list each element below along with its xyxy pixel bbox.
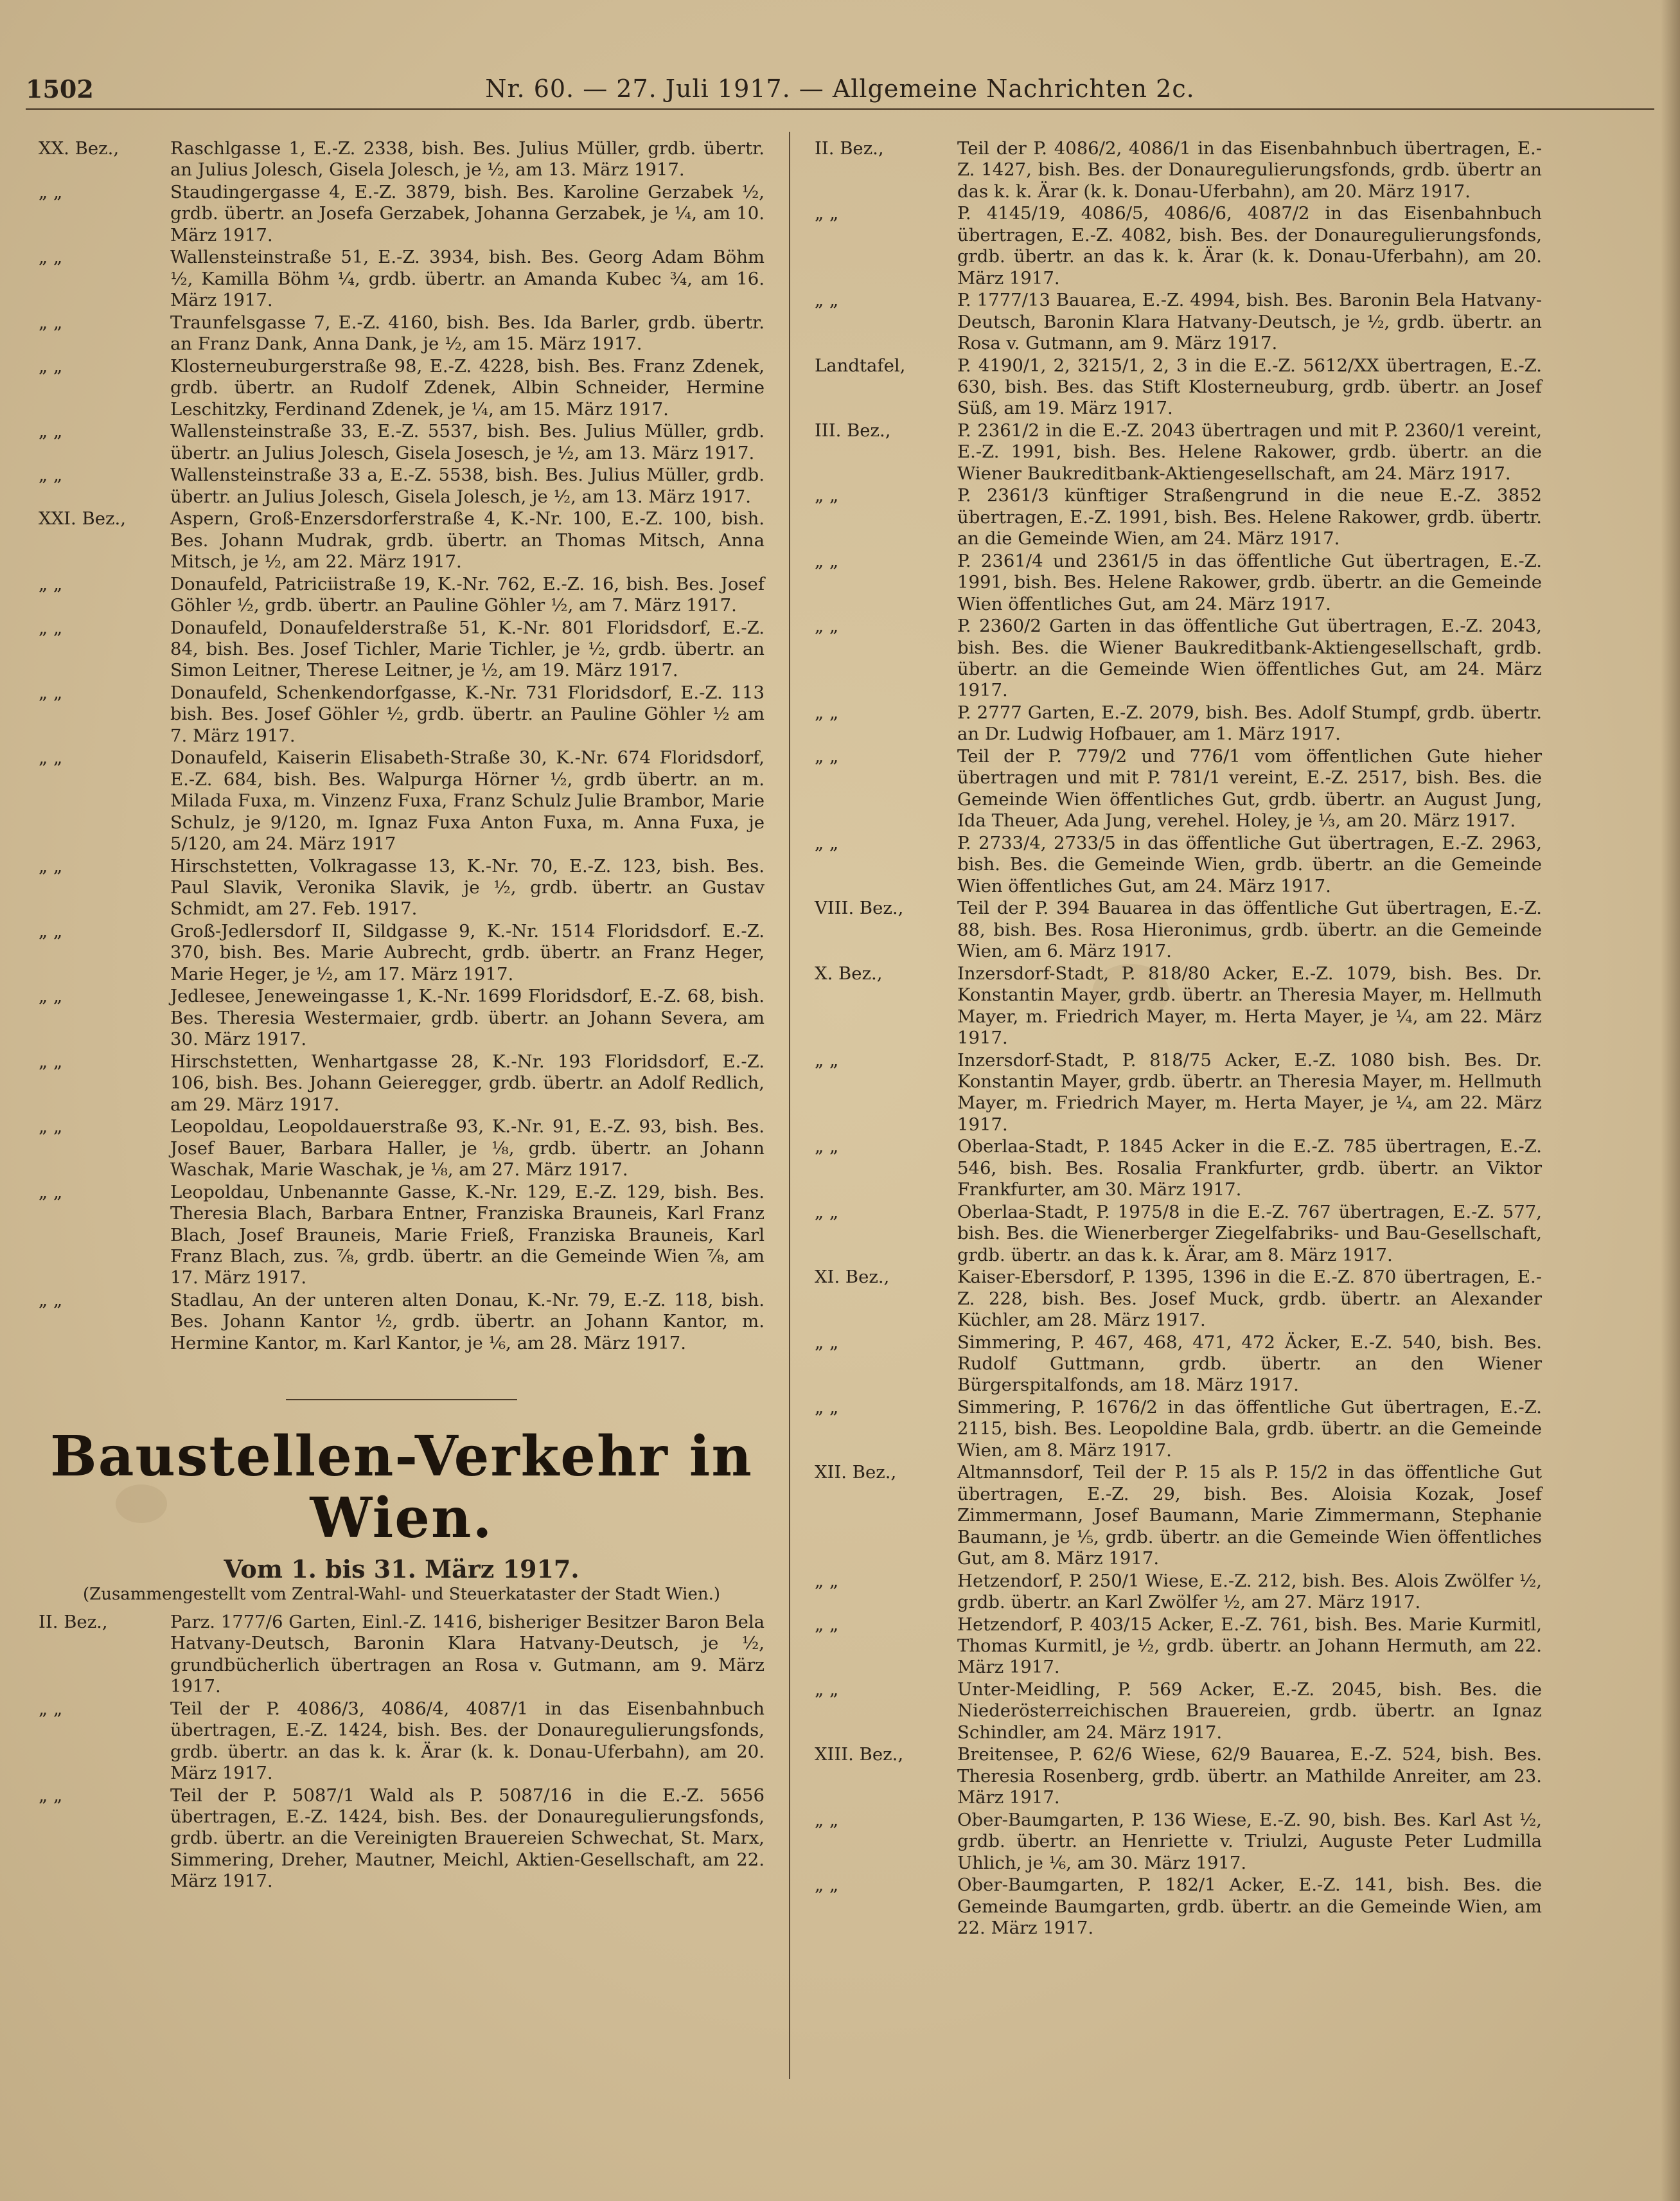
left-entry-list: [39, 138, 765, 1354]
register-entry: [39, 921, 765, 985]
district-label: „ „: [39, 1698, 63, 1719]
register-entry: [815, 1744, 1542, 1808]
district-label: „ „: [815, 550, 839, 571]
register-entry: [815, 746, 1542, 832]
register-entry: [815, 1614, 1542, 1679]
district-label: „ „: [815, 832, 839, 853]
entry-text: Hetzendorf, P. 403/15 Acker, E.-Z. 761, bish. Bes. Marie Kurmitl, Thomas Kurmitl, je ½, grdb. übertr. an Johann Hermuth, am 22. März 1917.: [957, 1614, 1542, 1678]
register-entry: [39, 1785, 765, 1893]
district-label: „ „: [39, 617, 63, 638]
register-entry: [39, 138, 765, 181]
register-entry: [39, 465, 765, 508]
district-label: VIII. Bez.,: [815, 898, 904, 919]
entry-text: P. 2777 Garten, E.-Z. 2079, bish. Bes. Adolf Stumpf, grdb. übertr. an Dr. Ludwig Hofbauer, am 1. März 1917.: [957, 702, 1542, 745]
district-label: „ „: [815, 1679, 839, 1700]
district-label: XI. Bez.,: [815, 1267, 890, 1288]
register-entry: [39, 312, 765, 355]
district-label: Landtafel,: [815, 355, 906, 376]
entry-text: Simmering, P. 467, 468, 471, 472 Äcker, E.-Z. 540, bish. Bes. Rudolf Guttmann, grdb. übertr. an den Wiener Bürgerspitalfonds, am 18. März 1917.: [957, 1332, 1542, 1396]
register-entry: [39, 1051, 765, 1116]
entry-text: Leopoldau, Unbenannte Gasse, K.-Nr. 129, E.-Z. 129, bish. Bes. Theresia Blach, Barbara Entner, Franziska Brauneis, Karl Franz Blach, Josef Brauneis, Marie Frieß, Franziska Brauneis, Karl Franz Blach, zus. ⅞, grdb. übertr. an die Gemeinde Wien ⅞, am 17. März 1917.: [170, 1181, 765, 1288]
entry-text: Donaufeld, Donaufelderstraße 51, K.-Nr. 801 Floridsdorf, E.-Z. 84, bish. Bes. Josef Tichler, Marie Tichler, je ½, grdb. übertr. an Simon Leitner, Therese Leitner, je ½, am 19. März 1917.: [170, 617, 765, 681]
entry-text: P. 2361/2 in die E.-Z. 2043 übertragen und mit P. 2360/1 vereint, E.-Z. 1991, bish. Bes. Helene Rakower, grdb. übertr. an die Wiener Baukreditbank-Aktiengesellschaft, am 24. März 1917.: [957, 420, 1542, 484]
register-entry: [815, 203, 1542, 289]
entry-text: Altmannsdorf, Teil der P. 15 als P. 15/2 in das öffentliche Gut übertragen, E.-Z. 29, bish. Bes. Aloisia Kozak, Josef Zimmermann, Josef Baumann, Marie Zimmermann, Stephanie Baumann, je ⅕, grdb. übertr. an die Gemeinde Wien öffentliches Gut, am 8. März 1917.: [957, 1462, 1542, 1569]
district-label: „ „: [815, 290, 839, 311]
register-entry: [39, 182, 765, 246]
entry-text: P. 2360/2 Garten in das öffentliche Gut übertragen, E.-Z. 2043, bish. Bes. die Wiener Baukreditbank-Aktiengesellschaft, grdb. übertr. an die Gemeinde Wien öffentliches Gut, am 24. März 1917.: [957, 616, 1542, 701]
register-entry: [815, 138, 1542, 202]
page-edge-shadow: [1661, 0, 1680, 2201]
register-entry: [39, 508, 765, 573]
right-entry-list: [815, 138, 1542, 1939]
register-entry: [815, 898, 1542, 962]
entry-text: P. 2361/4 und 2361/5 in das öffentliche Gut übertragen, E.-Z. 1991, bish. Bes. Helene Rakower, grdb. übertr. an die Gemeinde Wien öffentliches Gut, am 24. März 1917.: [957, 550, 1542, 614]
entry-text: Simmering, P. 1676/2 in das öffentliche Gut übertragen, E.-Z. 2115, bish. Bes. Leopoldine Bala, grdb. übertr. an die Gemeinde Wien, am 8. März 1917.: [957, 1396, 1542, 1461]
entry-text: Oberlaa-Stadt, P. 1845 Acker in die E.-Z. 785 übertragen, E.-Z. 546, bish. Bes. Rosalia Frankfurter, grdb. übertr. an Viktor Frankfurter, am 30. März 1917.: [957, 1136, 1542, 1200]
entry-text: Ober-Baumgarten, P. 182/1 Acker, E.-Z. 141, bish. Bes. die Gemeinde Baumgarten, grdb. übertr. an die Gemeinde Wien, am 22. März 1917.: [957, 1875, 1542, 1938]
section-note: (Zusammengestellt vom Zentral-Wahl- und Steuerkataster der Stadt Wien.): [82, 1584, 721, 1604]
entry-text: Leopoldau, Leopoldauerstraße 93, K.-Nr. 91, E.-Z. 93, bish. Bes. Josef Bauer, Barbara Haller, je ⅛, grdb. übertr. an Johann Waschak, Marie Waschak, je ⅛, am 27. März 1917.: [170, 1116, 765, 1181]
district-label: „ „: [815, 1049, 839, 1071]
entry-text: Wallensteinstraße 33, E.-Z. 5537, bish. Bes. Julius Müller, grdb. übertr. an Julius Jolesch, Gisela Josesch, je ½, am 13. März 1917.: [170, 421, 765, 463]
entry-text: P. 1777/13 Bauarea, E.-Z. 4994, bish. Bes. Baronin Bela Hatvany-Deutsch, Baronin Klara Hatvany-Deutsch, je ½, grdb. übertr. an Rosa v. Gutmann, am 9. März 1917.: [957, 290, 1542, 354]
register-entry: [39, 356, 765, 420]
register-entry: [39, 1116, 765, 1181]
district-label: „ „: [39, 182, 63, 202]
district-label: „ „: [815, 616, 839, 637]
district-label: „ „: [39, 682, 63, 704]
register-entry: [815, 551, 1542, 615]
entry-text: P. 2361/3 künftiger Straßengrund in die neue E.-Z. 3852 übertragen, E.-Z. 1991, bish. Bes. Helene Rakower, grdb. übertr. an die Gemeinde Wien, am 24. März 1917.: [957, 485, 1542, 549]
page-header: [26, 69, 1654, 110]
entry-text: Breitensee, P. 62/6 Wiese, 62/9 Bauarea, E.-Z. 524, bish. Bes. Theresia Rosenberg, grdb. übertr. an Mathilde Anreiter, am 23. März 1917.: [957, 1744, 1542, 1808]
district-label: II. Bez.,: [815, 138, 884, 159]
register-entry: [39, 247, 765, 311]
section-title: Baustellen-Verkehr in Wien.: [50, 1424, 753, 1551]
register-entry: [39, 682, 765, 747]
register-entry: [39, 574, 765, 617]
district-label: XX. Bez.,: [39, 138, 119, 159]
district-label: XII. Bez.,: [815, 1462, 897, 1483]
register-entry: [815, 1571, 1542, 1614]
district-label: „ „: [815, 203, 839, 224]
district-label: „ „: [815, 1809, 839, 1830]
entry-text: Donaufeld, Kaiserin Elisabeth-Straße 30, K.-Nr. 674 Floridsdorf, E.-Z. 684, bish. Bes. Walpurga Hörner ½, grdb übertr. an m. Milada Fuxa, m. Vinzenz Fuxa, Franz Schulz Julie Brambor, Marie Schulz, je 9/120, m. Ignaz Fuxa Anton Fuxa, m. Anna Fuxa, je 5/120, am 24. März 1917: [170, 747, 765, 855]
district-label: „ „: [815, 1201, 839, 1222]
entry-text: Hirschstetten, Volkragasse 13, K.-Nr. 70, E.-Z. 123, bish. Bes. Paul Slavik, Veronika Slavik, je ½, grdb. übertr. an Gustav Schmidt, am 27. Feb. 1917.: [170, 855, 765, 920]
district-label: „ „: [815, 1614, 839, 1635]
entry-text: Stadlau, An der unteren alten Donau, K.-Nr. 79, E.-Z. 118, bish. Bes. Johann Kantor ½, grdb. übertr. an Johann Kantor, m. Hermine Kantor, m. Karl Kantor, je ⅙, am 28. März 1917.: [170, 1289, 765, 1353]
district-label: X. Bez.,: [815, 963, 883, 984]
register-entry: [815, 485, 1542, 549]
district-label: „ „: [815, 702, 839, 724]
district-label: „ „: [39, 465, 63, 486]
register-entry: [815, 963, 1542, 1049]
section-entry-list: [39, 1612, 765, 1893]
entry-text: Unter-Meidling, P. 569 Acker, E.-Z. 2045, bish. Bes. die Niederösterreichischen Brauereien, grdb. übertr. an Ignaz Schindler, am 24. März 1917.: [957, 1679, 1542, 1743]
district-label: „ „: [39, 573, 63, 594]
district-label: „ „: [815, 1875, 839, 1896]
right-column: [815, 138, 1542, 1940]
register-entry: [815, 1332, 1542, 1396]
entry-text: Ober-Baumgarten, P. 136 Wiese, E.-Z. 90, bish. Bes. Karl Ast ½, grdb. übertr. an Henriette v. Triulzi, Auguste Peter Ludmilla Uhlich, je ⅙, am 30. März 1917.: [957, 1809, 1542, 1873]
district-label: „ „: [815, 1570, 839, 1591]
entry-text: P. 4145/19, 4086/5, 4086/6, 4087/2 in das Eisenbahnbuch übertragen, E.-Z. 4082, bish. Bes. der Donauregulierungsfonds, grdb. übertr. an das k. k. Ärar (k. k. Donau-Uferbahn), am 20. März 1917.: [957, 203, 1542, 289]
entry-text: Inzersdorf-Stadt, P. 818/75 Acker, E.-Z. 1080 bish. Bes. Dr. Konstantin Mayer, grdb. übertr. an Theresia Mayer, m. Hellmuth Mayer, m. Friedrich Mayer, m. Herta Mayer, je ¼, am 22. März 1917.: [957, 1049, 1542, 1135]
register-entry: [815, 1462, 1542, 1569]
entry-text: Klosterneuburgerstraße 98, E.-Z. 4228, bish. Bes. Franz Zdenek, grdb. übertr. an Rudolf Zdenek, Albin Schneider, Hermine Leschitzky, Ferdinand Zdenek, je ¼, am 15. März 1917.: [170, 355, 765, 420]
register-entry: [39, 1290, 765, 1354]
section-divider: [286, 1399, 517, 1400]
district-label: „ „: [39, 855, 63, 877]
register-entry: [815, 355, 1542, 420]
register-entry: [39, 421, 765, 464]
column-divider: [789, 132, 790, 2079]
register-entry: [815, 702, 1542, 745]
entry-text: Kaiser-Ebersdorf, P. 1395, 1396 in die E.-Z. 870 übertragen, E.-Z. 228, bish. Bes. Josef Muck, grdb. übertr. an Alexander Küchler, am 28. März 1917.: [957, 1267, 1542, 1330]
section-subtitle: Vom 1. bis 31. März 1917.: [224, 1555, 579, 1584]
entry-text: Donaufeld, Patriciistraße 19, K.-Nr. 762, E.-Z. 16, bish. Bes. Josef Göhler ½, grdb. übertr. an Pauline Göhler ½, am 7. März 1917.: [170, 573, 765, 616]
entry-text: Jedlesee, Jeneweingasse 1, K.-Nr. 1699 Floridsdorf, E.-Z. 68, bish. Bes. Theresia Westermaier, grdb. übertr. an Johann Severa, am 30. März 1917.: [170, 986, 765, 1050]
register-entry: [39, 1182, 765, 1289]
register-entry: [815, 1397, 1542, 1461]
register-entry: [815, 1050, 1542, 1136]
district-label: „ „: [39, 921, 63, 942]
entry-text: Hetzendorf, P. 250/1 Wiese, E.-Z. 212, bish. Bes. Alois Zwölfer ½, grdb. übertr. an Karl Zwölfer ½, am 27. März 1917.: [957, 1570, 1542, 1612]
district-label: „ „: [39, 1051, 63, 1072]
register-entry: [39, 986, 765, 1050]
entry-text: Donaufeld, Schenkendorfgasse, K.-Nr. 731 Floridsdorf, E.-Z. 113 bish. Bes. Josef Göhler ½, grdb. übertr. an Pauline Göhler ½ am 7. März 1917.: [170, 682, 765, 746]
register-entry: [39, 618, 765, 682]
entry-text: P. 2733/4, 2733/5 in das öffentliche Gut übertragen, E.-Z. 2963, bish. Bes. die Gemeinde Wien, grdb. übertr. an die Gemeinde Wien öffentliches Gut, am 24. März 1917.: [957, 832, 1542, 896]
running-title: Nr. 60. — 27. Juli 1917. — Allgemeine Nachrichten 2c.: [485, 75, 1195, 103]
entry-text: Staudingergasse 4, E.-Z. 3879, bish. Bes. Karoline Gerzabek ½, grdb. übertr. an Josefa Gerzabek, Johanna Gerzabek, je ¼, am 10. März 1917.: [170, 182, 765, 245]
register-entry: [39, 1612, 765, 1698]
entry-text: Teil der P. 394 Bauarea in das öffentliche Gut übertragen, E.-Z. 88, bish. Bes. Rosa Hieronimus, grdb. übertr. an die Gemeinde Wien, am 6. März 1917.: [957, 898, 1542, 962]
district-label: „ „: [39, 355, 63, 377]
district-label: „ „: [39, 1785, 63, 1806]
district-label: „ „: [815, 1136, 839, 1157]
register-entry: [815, 290, 1542, 354]
register-entry: [815, 1679, 1542, 1743]
register-entry: [815, 1136, 1542, 1200]
district-label: III. Bez.,: [815, 420, 891, 441]
district-label: „ „: [39, 312, 63, 333]
entry-text: Hirschstetten, Wenhartgasse 28, K.-Nr. 193 Floridsdorf, E.-Z. 106, bish. Bes. Johann Geieregger, grdb. übertr. an Adolf Redlich, am 29. März 1917.: [170, 1051, 765, 1115]
district-label: XIII. Bez.,: [815, 1744, 904, 1765]
entry-text: Wallensteinstraße 51, E.-Z. 3934, bish. Bes. Georg Adam Böhm ½, Kamilla Böhm ¼, grdb. übertr. an Amanda Kubec ¾, am 16. März 1917.: [170, 247, 765, 311]
register-entry: [815, 833, 1542, 897]
district-label: „ „: [815, 1396, 839, 1418]
entry-text: Teil der P. 4086/3, 4086/4, 4087/1 in das Eisenbahnbuch übertragen, E.-Z. 1424, bish. Bes. der Donauregulierungsfonds, grdb. übertr. an das k. k. Ärar (k. k. Donau-Uferbahn), am 20. März 1917.: [170, 1698, 765, 1783]
district-label: „ „: [815, 1332, 839, 1353]
register-entry: [815, 1875, 1542, 1939]
district-label: „ „: [39, 421, 63, 442]
entry-text: Teil der P. 5087/1 Wald als P. 5087/16 in die E.-Z. 5656 übertragen, E.-Z. 1424, bish. Bes. der Donauregulierungsfonds, grdb. übertr. an die Vereinigten Brauereien Schwechat, St. Marx, Simmering, Dreher, Mautner, Meichl, Aktien-Gesellschaft, am 22. März 1917.: [170, 1785, 765, 1892]
entry-text: Groß-Jedlersdorf II, Sildgasse 9, K.-Nr. 1514 Floridsdorf. E.-Z. 370, bish. Bes. Marie Aubrecht, grdb. übertr. an Franz Heger, Marie Heger, je ½, am 17. März 1917.: [170, 921, 765, 985]
page-number: 1502: [26, 75, 94, 103]
district-label: „ „: [815, 485, 839, 506]
district-label: „ „: [39, 1116, 63, 1137]
register-entry: [39, 856, 765, 920]
district-label: „ „: [39, 986, 63, 1007]
entry-text: Wallensteinstraße 33 a, E.-Z. 5538, bish. Bes. Julius Müller, grdb. übertr. an Julius Jolesch, Gisela Jolesch, je ½, am 13. März 1917.: [170, 465, 765, 507]
entry-text: P. 4190/1, 2, 3215/1, 2, 3 in die E.-Z. 5612/XX übertragen, E.-Z. 630, bish. Bes. das Stift Klosterneuburg, grdb. übertr. an Josef Süß, am 19. März 1917.: [957, 355, 1542, 419]
district-label: „ „: [815, 746, 839, 767]
entry-text: Teil der P. 4086/2, 4086/1 in das Eisenbahnbuch übertragen, E.-Z. 1427, bish. Bes. der Donauregulierungsfonds, grdb. übertr an das k. k. Ärar (k. k. Donau-Uferbahn), am 20. März 1917.: [957, 138, 1542, 202]
register-entry: [39, 747, 765, 855]
district-label: „ „: [39, 247, 63, 268]
district-label: „ „: [39, 1181, 63, 1202]
register-entry: [39, 1698, 765, 1785]
left-column: [39, 138, 765, 1893]
district-label: „ „: [39, 747, 63, 769]
entry-text: Inzersdorf-Stadt, P. 818/80 Acker, E.-Z. 1079, bish. Bes. Dr. Konstantin Mayer, grdb. übertr. an Theresia Mayer, m. Hellmuth Mayer, m. Friedrich Mayer, m. Herta Mayer, je ¼, am 22. März 1917.: [957, 963, 1542, 1048]
entry-text: Oberlaa-Stadt, P. 1975/8 in die E.-Z. 767 übertragen, E.-Z. 577, bish. Bes. die Wienerberger Ziegelfabriks- und Bau-Gesellschaft, grdb. übertr. an das k. k. Ärar, am 8. März 1917.: [957, 1201, 1542, 1265]
register-entry: [815, 1202, 1542, 1266]
register-entry: [815, 1267, 1542, 1331]
entry-text: Aspern, Groß-Enzersdorferstraße 4, K.-Nr. 100, E.-Z. 100, bish. Bes. Johann Mudrak, grdb. übertr. an Thomas Mitsch, Anna Mitsch, je ½, am 22. März 1917.: [170, 508, 765, 573]
district-label: II. Bez.,: [39, 1611, 108, 1632]
register-entry: [815, 1810, 1542, 1874]
register-entry: [815, 616, 1542, 702]
entry-text: Raschlgasse 1, E.-Z. 2338, bish. Bes. Julius Müller, grdb. übertr. an Julius Jolesch, Gisela Jolesch, je ½, am 13. März 1917.: [170, 138, 765, 181]
entry-text: Traunfelsgasse 7, E.-Z. 4160, bish. Bes. Ida Barler, grdb. übertr. an Franz Dank, Anna Dank, je ½, am 15. März 1917.: [170, 312, 765, 355]
district-label: XXI. Bez.,: [39, 508, 126, 530]
entry-text: Parz. 1777/6 Garten, Einl.-Z. 1416, bisheriger Besitzer Baron Bela Hatvany-Deutsch, Baronin Klara Hatvany-Deutsch, je ½, grundbücherlich übertragen an Rosa v. Gutmann, am 9. März 1917.: [170, 1611, 765, 1697]
register-entry: [815, 420, 1542, 485]
district-label: „ „: [39, 1289, 63, 1310]
entry-text: Teil der P. 779/2 und 776/1 vom öffentlichen Gute hieher übertragen und mit P. 781/1 vereint, E.-Z. 2517, bish. Bes. die Gemeinde Wien öffentliches Gut, grdb. übertr. an August Jung, Ida Theuer, Ada Jung, verehel. Holey, je ⅓, am 20. März 1917.: [957, 746, 1542, 832]
